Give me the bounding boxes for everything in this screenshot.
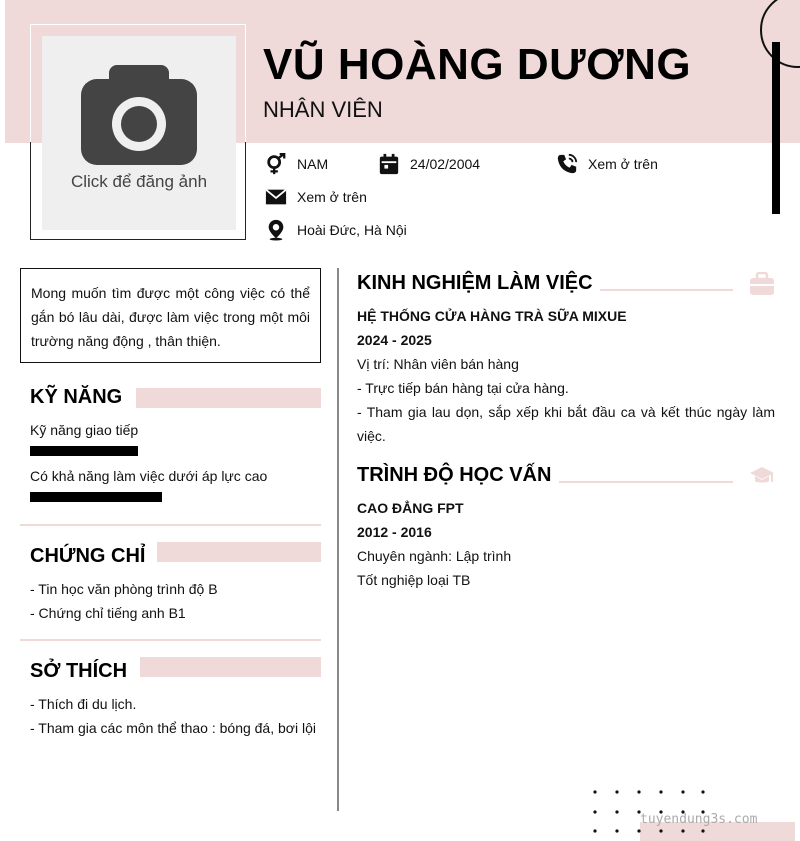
certificate-item: - Chứng chỉ tiếng anh B1 (30, 605, 186, 621)
info-email (265, 186, 367, 208)
skills-title-bar (136, 388, 321, 408)
email-value: Xem ở trên (297, 189, 367, 205)
section-divider (20, 639, 321, 641)
experience-title-line (600, 289, 733, 291)
education-line: Chuyên ngành: Lập trình (357, 548, 512, 564)
section-divider (20, 524, 321, 526)
info-gender (265, 153, 328, 175)
skill-level-bar (30, 446, 138, 456)
calendar-icon (378, 153, 400, 175)
hobbies-title: SỞ THÍCH (30, 660, 128, 682)
birthday-value: 24/02/2004 (410, 156, 481, 172)
hobbies-title-bar (140, 657, 321, 677)
experience-title: KINH NGHIỆM LÀM VIỆC (357, 272, 593, 294)
experience-line: Vị trí: Nhân viên bán hàng (357, 356, 519, 372)
skills-title: KỸ NĂNG (30, 386, 123, 408)
certificate-item: - Tin học văn phòng trình độ B (30, 581, 218, 597)
skill-level-bar (30, 492, 162, 502)
education-title: TRÌNH ĐỘ HỌC VẤN (357, 464, 552, 486)
job-role: NHÂN VIÊN (263, 97, 383, 122)
phone-icon (556, 153, 578, 175)
watermark: tuyendung3s.com (640, 812, 758, 827)
decorative-vertical-bar (772, 42, 780, 214)
info-birthday (378, 153, 480, 175)
experience-line: - Tham gia lau dọn, sắp xếp khi bắt đầu ca và kết thúc ngày làm việc. (357, 404, 775, 444)
location-icon (265, 219, 287, 241)
education-title-line (559, 481, 733, 483)
certificates-title: CHỨNG CHỈ (30, 545, 146, 567)
full-name: VŨ HOÀNG DƯƠNG (263, 40, 692, 89)
hobby-item: - Tham gia các môn thể thao : bóng đá, bơi lội (30, 720, 316, 736)
address-value: Hoài Đức, Hà Nội (297, 222, 407, 238)
info-phone (556, 153, 658, 175)
gender-value: NAM (297, 156, 329, 172)
photo-upload-caption[interactable]: Click để đăng ảnh (70, 172, 208, 191)
mail-icon (265, 186, 287, 208)
experience-period: 2024 - 2025 (357, 332, 432, 348)
phone-value: Xem ở trên (588, 156, 658, 172)
info-address (265, 219, 407, 241)
gender-icon (265, 153, 287, 175)
graduation-cap-icon (749, 465, 775, 487)
camera-icon (81, 65, 197, 165)
dot-pattern (585, 782, 715, 838)
experience-company: HỆ THỐNG CỬA HÀNG TRÀ SỮA MIXUE (357, 308, 627, 324)
column-divider (337, 268, 339, 811)
briefcase-icon (749, 272, 775, 296)
certificates-title-bar (157, 542, 321, 562)
experience-line: - Trực tiếp bán hàng tại cửa hàng. (357, 380, 569, 396)
education-school: CAO ĐẲNG FPT (357, 500, 464, 516)
education-period: 2012 - 2016 (357, 524, 432, 540)
hobby-item: - Thích đi du lịch. (30, 696, 137, 712)
skill-label: Có khả năng làm việc dưới áp lực cao (30, 468, 268, 484)
education-line: Tốt nghiệp loại TB (357, 572, 471, 588)
career-objective: Mong muốn tìm được một công việc có thể gắn bó lâu dài, được làm việc trong một môi trường năng động , thân thiện. (20, 268, 321, 363)
skill-label: Kỹ năng giao tiếp (30, 422, 139, 438)
